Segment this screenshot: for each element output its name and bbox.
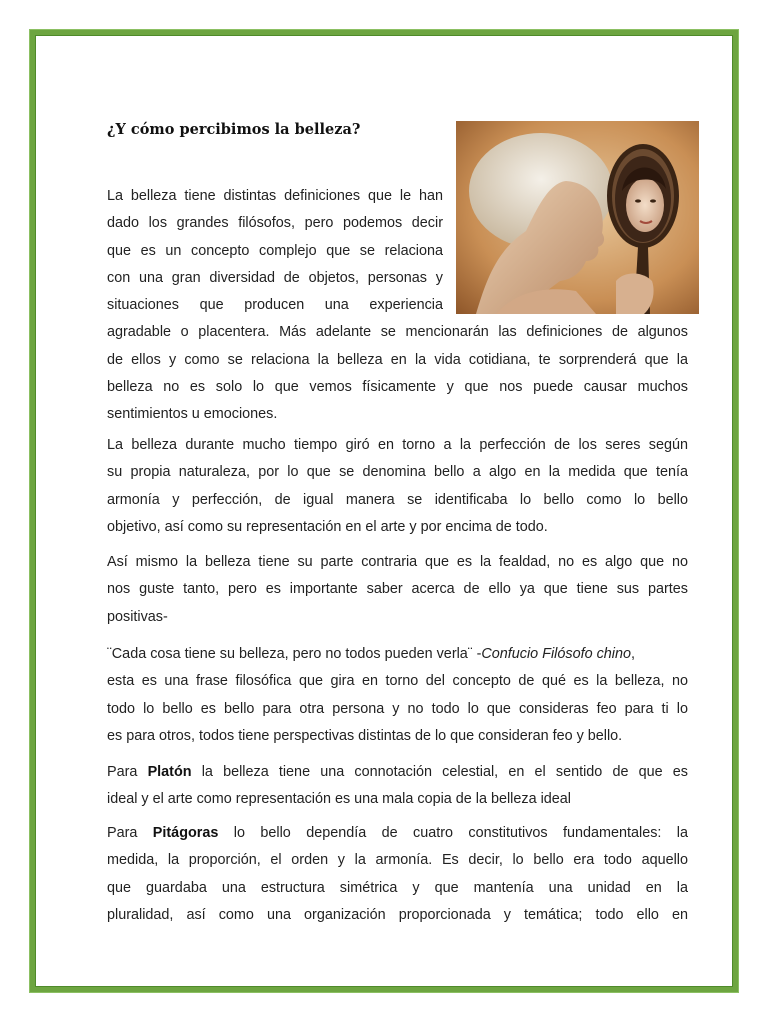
text-line: agradable o placentera. Más adelante se mencionarán las definiciones de algunos xyxy=(107,324,688,341)
paragraph-confucius-quote xyxy=(107,641,688,750)
paragraph-pitagoras xyxy=(107,820,688,929)
paragraph-ugliness xyxy=(107,549,688,631)
text-fragment: la belleza tiene una connotación celestial, en el sentido de que es xyxy=(191,764,688,780)
text-fragment: Para xyxy=(107,825,153,841)
text-fragment: Para xyxy=(107,764,148,780)
text-line: su propia naturaleza, por lo que se denomina bello a algo en la medida que tenía xyxy=(107,464,688,481)
text-line xyxy=(107,759,688,786)
text-line: belleza no es solo lo que vemos físicamente y que nos puede causar muchos xyxy=(107,379,688,396)
text-line: esta es una frase filosófica que gira en torno del concepto de qué es la belleza, no xyxy=(107,673,688,690)
text-line: dado los grandes filósofos, pero podemos decir xyxy=(107,215,443,232)
page-title: ¿Y cómo percibimos la belleza? xyxy=(107,121,361,138)
text-line: La belleza tiene distintas definiciones que le han xyxy=(107,188,443,204)
philosopher-name: Pitágoras xyxy=(152,825,219,841)
paragraph-platon xyxy=(107,759,688,814)
paragraph-perfection xyxy=(107,432,688,541)
text-line: positivas- xyxy=(107,608,168,625)
text-line: con una gran diversidad de objetos, personas y xyxy=(107,269,443,286)
text-line: armonía y perfección, de igual manera se identificaba lo bello como lo bello xyxy=(107,491,688,508)
quote-comma: , xyxy=(630,646,635,662)
text-line: pluralidad, así como una organización proporcionada y temática; todo ello en xyxy=(107,906,688,923)
quote-line xyxy=(107,641,688,668)
text-line: nos guste tanto, pero es importante saber acerca de ello ya que tiene sus partes xyxy=(107,581,688,598)
text-line: de ellos y como se relaciona la belleza en la vida cotidiana, te sorprenderá que la xyxy=(107,351,688,368)
text-line: La belleza durante mucho tiempo giró en torno a la perfección de los seres según xyxy=(107,437,688,453)
text-line: situaciones que producen una experiencia xyxy=(107,297,443,314)
text-line: objetivo, así como su representación en el arte y por encima de todo. xyxy=(107,518,548,535)
text-line: ideal y el arte como representación es una mala copia de la belleza ideal xyxy=(107,791,571,808)
text-line: sentimientos u emociones. xyxy=(107,406,278,423)
text-fragment: lo bello dependía de cuatro constitutivos fundamentales: la xyxy=(218,825,688,841)
text-line: que guardaba una estructura simétrica y que mantenía una unidad en la xyxy=(107,879,688,896)
paragraph-intro xyxy=(107,183,688,429)
text-line: es para otros, todos tiene perspectivas distintas de lo que consideran feo y bello. xyxy=(107,727,623,744)
text-line xyxy=(107,820,688,847)
quote-text: ¨Cada cosa tiene su belleza, pero no todos pueden verla¨ - xyxy=(107,646,482,662)
text-line: todo lo bello es bello para otra persona y no todo lo que consideras feo para ti lo xyxy=(107,700,688,717)
text-line: que es un concepto complejo que se relaciona xyxy=(107,242,443,259)
text-line: Así mismo la belleza tiene su parte contraria que es la fealdad, no es algo que no xyxy=(107,554,688,570)
text-line: medida, la proporción, el orden y la armonía. Es decir, lo bello era todo aquello xyxy=(107,852,688,869)
quote-author: Confucio Filósofo chino xyxy=(481,646,631,662)
philosopher-name: Platón xyxy=(147,764,192,780)
